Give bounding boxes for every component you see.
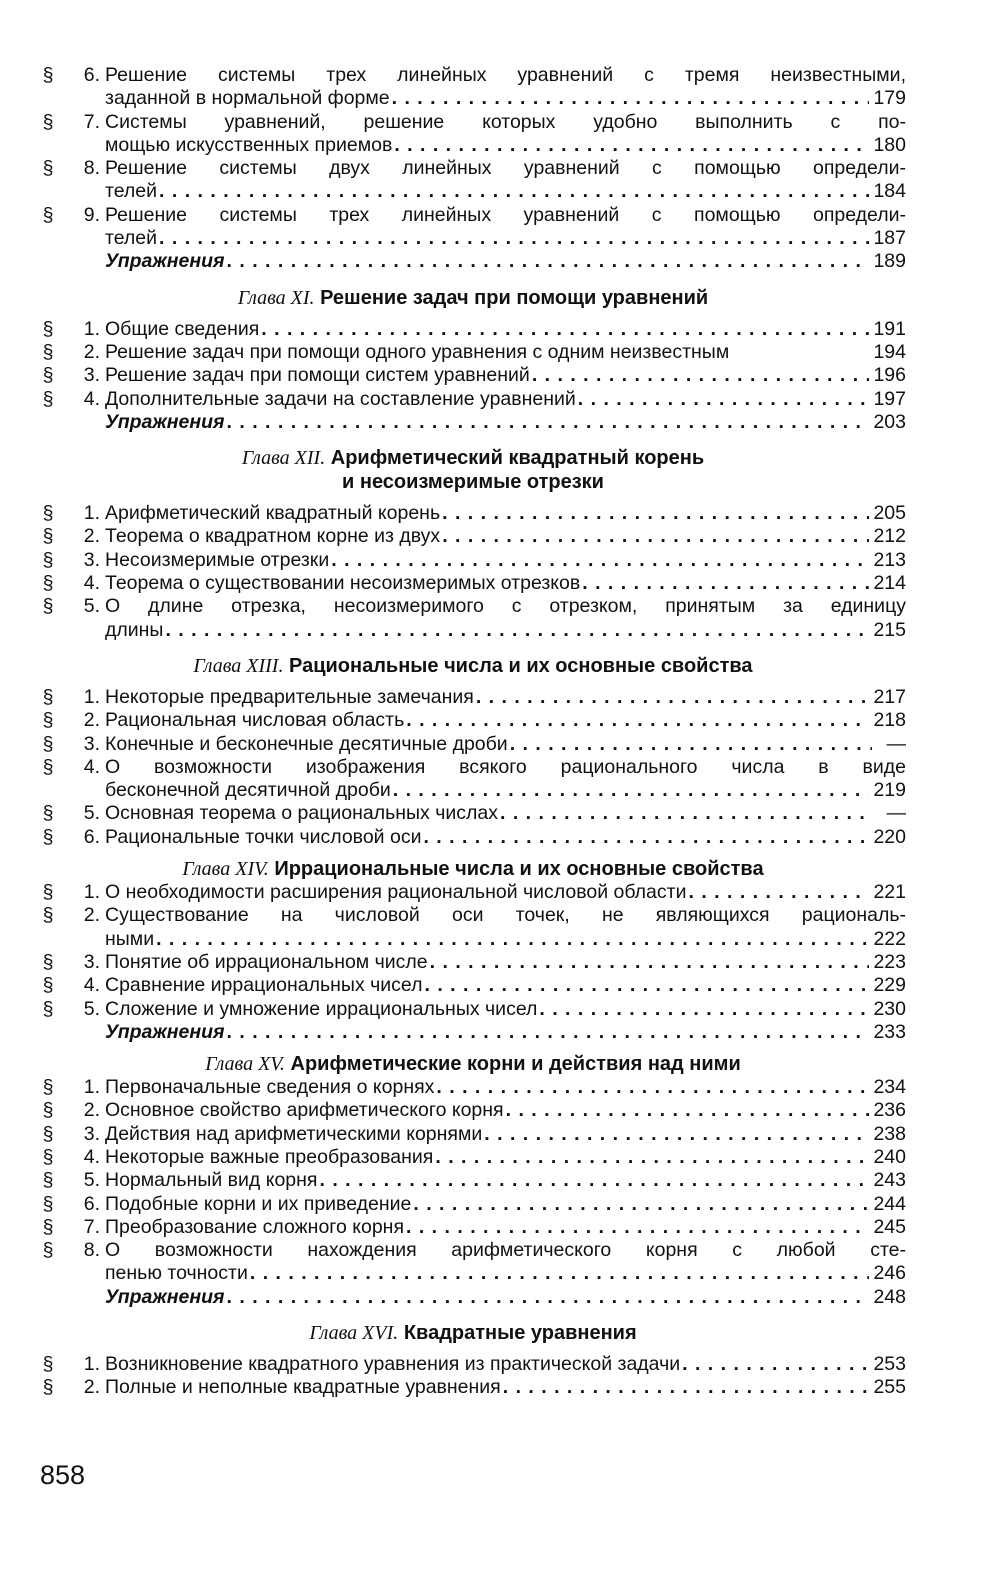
section-number: 2. xyxy=(83,525,100,548)
entry-title: Сравнение иррациональных чисел xyxy=(105,974,423,997)
toc-entry xyxy=(40,1076,906,1099)
page-ref: 203 xyxy=(873,410,906,433)
dot-leader xyxy=(331,549,869,572)
section-number: 4. xyxy=(83,572,100,595)
entry-title: Сложение и умножение иррациональных чисел xyxy=(105,997,538,1020)
entry-title: Рациональная числовая область xyxy=(105,709,405,732)
page-ref: 217 xyxy=(873,685,906,708)
section-number: 2. xyxy=(83,1376,100,1399)
entry-title: Упражнения xyxy=(105,250,225,273)
section-sign: § xyxy=(42,157,54,180)
section-number: 4. xyxy=(83,1145,100,1168)
entry-title: Некоторые важные преобразования xyxy=(105,1145,434,1168)
dot-leader xyxy=(582,572,869,595)
page-ref: 246 xyxy=(873,1262,906,1285)
section-sign: § xyxy=(42,825,54,848)
page-ref: 234 xyxy=(873,1076,906,1099)
dot-leader xyxy=(435,1146,869,1169)
dot-leader xyxy=(227,411,870,434)
chapter-heading xyxy=(40,1321,906,1345)
section-sign: § xyxy=(42,203,54,226)
section-sign: § xyxy=(42,572,54,595)
dot-leader xyxy=(406,1216,869,1239)
chapter-label: Глава XII. xyxy=(241,447,326,470)
toc-entry xyxy=(40,974,906,997)
section-sign: § xyxy=(42,1076,54,1099)
entry-title: Основное свойство арифметического корня xyxy=(105,1099,504,1122)
entry-title: Основная теорема о рациональных числах xyxy=(105,802,498,825)
section-number: 4. xyxy=(83,755,100,778)
section-sign: § xyxy=(42,881,54,904)
section-number: 2. xyxy=(83,709,100,732)
page-ref: — xyxy=(886,802,906,825)
dot-leader xyxy=(442,525,869,548)
section-sign: § xyxy=(42,1169,54,1192)
toc-entry xyxy=(40,157,906,204)
toc-entry xyxy=(40,1353,906,1376)
section-number: 5. xyxy=(83,997,100,1020)
entry-title: телей xyxy=(105,180,158,203)
chapter-title: Решение задач при помощи уравнений xyxy=(320,286,709,309)
entry-title: Полные и неполные квадратные уравнения xyxy=(105,1376,501,1399)
entry-title: Решение задач при помощи одного уравнения с одним неизвестным xyxy=(105,340,730,363)
section-number: 7. xyxy=(83,1215,100,1238)
chapter-heading xyxy=(40,1052,906,1076)
entry-title: Дополнительные задачи на составление уравнений xyxy=(105,387,576,410)
entry-title: Теорема о существовании несоизмеримых отрезков xyxy=(105,572,581,595)
toc-entry xyxy=(40,1216,906,1239)
section-number: 3. xyxy=(83,364,100,387)
section-sign: § xyxy=(42,1192,54,1215)
entry-title: Общие сведения xyxy=(105,317,260,340)
page-ref: 219 xyxy=(873,779,906,802)
section-number: 5. xyxy=(83,595,100,618)
section-number: 8. xyxy=(83,1239,100,1262)
dot-leader xyxy=(406,709,869,732)
section-number: 6. xyxy=(83,64,100,86)
toc-entry xyxy=(40,951,906,974)
entry-title: Конечные и бесконечные десятичные дроби xyxy=(105,732,508,755)
dot-leader xyxy=(578,388,870,411)
toc-entry xyxy=(40,111,906,158)
dot-leader xyxy=(442,502,869,525)
entry-title: Первоначальные сведения о корнях xyxy=(105,1076,435,1099)
chapter-title: Квадратные уравнения xyxy=(403,1322,637,1345)
chapter-title-line2: и несоизмеримые отрезки xyxy=(342,471,604,494)
toc-entry xyxy=(40,1239,906,1286)
chapter-label: Глава XIV. xyxy=(182,858,269,881)
section-number: 1. xyxy=(83,502,100,525)
entry-title: Возникновение квадратного уравнения из практической задачи xyxy=(105,1353,681,1376)
page-ref: 221 xyxy=(873,881,906,904)
section-sign: § xyxy=(42,755,54,778)
dot-leader xyxy=(503,1376,870,1399)
page-number: 858 xyxy=(40,1460,86,1490)
entry-title: Подобные корни и их приведение xyxy=(105,1192,412,1215)
table-of-contents xyxy=(40,64,906,1400)
dot-leader xyxy=(261,318,869,341)
section-number: 6. xyxy=(83,825,100,848)
chapter-label: Глава XIII. xyxy=(193,654,284,677)
section-sign: § xyxy=(42,950,54,973)
entry-title-line: Решение системы двух линейных уравнений с помощью определи- xyxy=(105,157,906,180)
section-number: 7. xyxy=(83,110,100,133)
entry-title: Упражнения xyxy=(105,1020,225,1043)
entry-title: Понятие об иррациональном числе xyxy=(105,950,428,973)
dot-leader xyxy=(484,1123,869,1146)
dot-leader xyxy=(250,1262,870,1285)
section-sign: § xyxy=(42,685,54,708)
section-sign: § xyxy=(42,364,54,387)
section-sign: § xyxy=(42,340,54,363)
dot-leader xyxy=(227,250,870,273)
section-sign: § xyxy=(42,1122,54,1145)
toc-entry xyxy=(40,549,906,572)
toc-exercises-entry xyxy=(40,250,906,273)
section-number: 6. xyxy=(83,1192,100,1215)
section-sign: § xyxy=(42,1376,54,1399)
toc-entry xyxy=(40,904,906,951)
section-number: 1. xyxy=(83,881,100,904)
toc-entry xyxy=(40,1099,906,1122)
chapter-label: Глава XVI. xyxy=(309,1322,399,1345)
page-ref: 220 xyxy=(873,825,906,848)
page-ref: 244 xyxy=(873,1192,906,1215)
chapter-title: Иррациональные числа и их основные свойства xyxy=(274,858,764,881)
chapter-label: Глава XI. xyxy=(237,286,315,309)
chapter-title: Арифметический квадратный корень xyxy=(330,447,705,470)
page-ref: 240 xyxy=(873,1145,906,1168)
section-number: 2. xyxy=(83,1099,100,1122)
section-sign: § xyxy=(42,802,54,825)
section-number: 2. xyxy=(83,340,100,363)
entry-title: О необходимости расширения рациональной числовой области xyxy=(105,881,687,904)
chapter-heading xyxy=(40,654,906,678)
section-number: 1. xyxy=(83,1353,100,1376)
section-sign: § xyxy=(42,904,54,927)
entry-title: Несоизмеримые отрезки xyxy=(105,548,330,571)
section-sign: § xyxy=(42,1145,54,1168)
entry-title-line: Решение системы трех линейных уравнений с тремя неизвестными, xyxy=(105,64,906,86)
toc-entry xyxy=(40,1193,906,1216)
dot-leader xyxy=(506,1099,870,1122)
page-ref: 222 xyxy=(873,927,906,950)
dot-leader xyxy=(532,364,870,387)
toc-exercises-entry xyxy=(40,411,906,434)
page-ref: 215 xyxy=(873,618,906,641)
page-ref: 197 xyxy=(873,387,906,410)
toc-entry xyxy=(40,733,906,756)
entry-title: Упражнения xyxy=(105,410,225,433)
section-number: 1. xyxy=(83,1076,100,1099)
page-ref: 214 xyxy=(873,572,906,595)
dot-leader xyxy=(500,802,872,825)
section-sign: § xyxy=(42,709,54,732)
section-sign: § xyxy=(42,1099,54,1122)
dot-leader xyxy=(165,619,869,642)
toc-entry xyxy=(40,595,906,642)
dot-leader xyxy=(423,826,869,849)
entry-title: ными xyxy=(105,927,155,950)
toc-entry xyxy=(40,686,906,709)
section-number: 3. xyxy=(83,732,100,755)
page-ref: 255 xyxy=(873,1376,906,1399)
section-number: 1. xyxy=(83,317,100,340)
page-ref: 230 xyxy=(873,997,906,1020)
toc-entry xyxy=(40,341,906,364)
entry-title: Некоторые предварительные замечания xyxy=(105,685,474,708)
entry-title: Теорема о квадратном корне из двух xyxy=(105,525,441,548)
page-ref: 196 xyxy=(873,364,906,387)
page-ref: 253 xyxy=(873,1353,906,1376)
section-number: 3. xyxy=(83,1122,100,1145)
entry-title: пенью точности xyxy=(105,1262,248,1285)
entry-title: Решение задач при помощи систем уравнений xyxy=(105,364,530,387)
section-number: 5. xyxy=(83,1169,100,1192)
toc-entry xyxy=(40,1146,906,1169)
entry-title-line: Системы уравнений, решение которых удобно выполнить с по- xyxy=(105,110,906,133)
section-number: 8. xyxy=(83,157,100,180)
toc-entry xyxy=(40,525,906,548)
page-ref: 229 xyxy=(873,974,906,997)
section-sign: § xyxy=(42,1215,54,1238)
dot-leader xyxy=(430,951,870,974)
entry-title: заданной в нормальной форме xyxy=(105,87,390,110)
toc-entry xyxy=(40,1123,906,1146)
entry-title-line: О возможности изображения всякого рационального числа в виде xyxy=(105,755,906,778)
toc-entry xyxy=(40,204,906,251)
entry-title-line: Существование на числовой оси точек, не являющихся рациональ- xyxy=(105,904,906,927)
page-ref: 179 xyxy=(873,87,906,110)
dot-leader xyxy=(227,1286,870,1309)
entry-title: длины xyxy=(105,618,164,641)
page-ref: 238 xyxy=(873,1122,906,1145)
toc-entry xyxy=(40,826,906,849)
section-number: 5. xyxy=(83,802,100,825)
chapter-title: Арифметические корни и действия над ними xyxy=(290,1053,741,1076)
dot-leader xyxy=(159,227,869,250)
section-number: 4. xyxy=(83,974,100,997)
entry-title: Рациональные точки числовой оси xyxy=(105,825,422,848)
page-ref: 184 xyxy=(873,180,906,203)
page-ref: 212 xyxy=(873,525,906,548)
page-ref: 233 xyxy=(873,1020,906,1043)
section-sign: § xyxy=(42,1239,54,1262)
chapter-title: Рациональные числа и их основные свойства xyxy=(289,654,753,677)
section-number: 9. xyxy=(83,203,100,226)
toc-entry xyxy=(40,756,906,803)
toc-entry xyxy=(40,802,906,825)
toc-entry xyxy=(40,709,906,732)
toc-entry xyxy=(40,388,906,411)
dot-leader xyxy=(436,1076,869,1099)
toc-entry xyxy=(40,364,906,387)
section-number: 2. xyxy=(83,904,100,927)
dot-leader xyxy=(227,1021,870,1044)
entry-title: бесконечной десятичной дроби xyxy=(105,779,391,802)
dot-leader xyxy=(392,87,870,110)
section-sign: § xyxy=(42,525,54,548)
dot-leader xyxy=(476,686,870,709)
chapter-heading xyxy=(40,857,906,881)
toc-exercises-entry xyxy=(40,1286,906,1309)
dot-leader xyxy=(159,180,869,203)
section-sign: § xyxy=(42,110,54,133)
dot-leader xyxy=(394,134,869,157)
toc-entry xyxy=(40,1169,906,1192)
entry-title-line: О возможности нахождения арифметического корня с любой сте- xyxy=(105,1239,906,1262)
toc-entry xyxy=(40,318,906,341)
section-number: 3. xyxy=(83,548,100,571)
entry-title: Арифметический квадратный корень xyxy=(105,502,441,525)
dot-leader xyxy=(413,1193,869,1216)
page-ref: 245 xyxy=(873,1215,906,1238)
chapter-heading xyxy=(40,286,906,310)
dot-leader xyxy=(682,1353,869,1376)
entry-title: Нормальный вид корня xyxy=(105,1169,318,1192)
chapter-heading xyxy=(40,446,906,494)
section-sign: § xyxy=(42,732,54,755)
page-ref: 187 xyxy=(873,227,906,250)
section-sign: § xyxy=(42,502,54,525)
dot-leader xyxy=(510,733,872,756)
page-ref: 243 xyxy=(873,1169,906,1192)
toc-exercises-entry xyxy=(40,1021,906,1044)
dot-leader xyxy=(319,1169,869,1192)
page-ref: 236 xyxy=(873,1099,906,1122)
page-ref: 194 xyxy=(873,340,906,363)
section-sign: § xyxy=(42,64,54,86)
page-ref: 205 xyxy=(873,502,906,525)
section-number: 3. xyxy=(83,950,100,973)
entry-title: Упражнения xyxy=(105,1285,225,1308)
section-sign: § xyxy=(42,548,54,571)
dot-leader xyxy=(156,928,869,951)
page-ref: — xyxy=(886,732,906,755)
entry-title: Преобразование сложного корня xyxy=(105,1215,405,1238)
section-sign: § xyxy=(42,317,54,340)
chapter-label: Глава XV. xyxy=(205,1053,285,1076)
entry-title: Действия над арифметическими корнями xyxy=(105,1122,483,1145)
toc-entry xyxy=(40,998,906,1021)
entry-title: мощью искусственных приемов xyxy=(105,133,393,156)
section-sign: § xyxy=(42,595,54,618)
toc-entry xyxy=(40,1376,906,1399)
section-sign: § xyxy=(42,974,54,997)
dot-leader xyxy=(424,974,869,997)
section-number: 4. xyxy=(83,387,100,410)
toc-entry xyxy=(40,64,906,111)
toc-entry xyxy=(40,572,906,595)
page-ref: 189 xyxy=(873,250,906,273)
entry-title-line: Решение системы трех линейных уравнений с помощью определи- xyxy=(105,203,906,226)
section-sign: § xyxy=(42,387,54,410)
page-ref: 248 xyxy=(873,1285,906,1308)
page-ref: 223 xyxy=(873,950,906,973)
entry-title: телей xyxy=(105,227,158,250)
section-sign: § xyxy=(42,1353,54,1376)
page-ref: 213 xyxy=(873,548,906,571)
entry-title-line: О длине отрезка, несоизмеримого с отрезком, принятым за единицу xyxy=(105,595,906,618)
page-ref: 180 xyxy=(873,133,906,156)
section-sign: § xyxy=(42,997,54,1020)
page-ref: 218 xyxy=(873,709,906,732)
dot-leader xyxy=(539,998,869,1021)
toc-entry xyxy=(40,881,906,904)
dot-leader xyxy=(688,881,869,904)
toc-entry xyxy=(40,502,906,525)
section-number: 1. xyxy=(83,685,100,708)
page-ref: 191 xyxy=(873,317,906,340)
dot-leader xyxy=(393,779,870,802)
